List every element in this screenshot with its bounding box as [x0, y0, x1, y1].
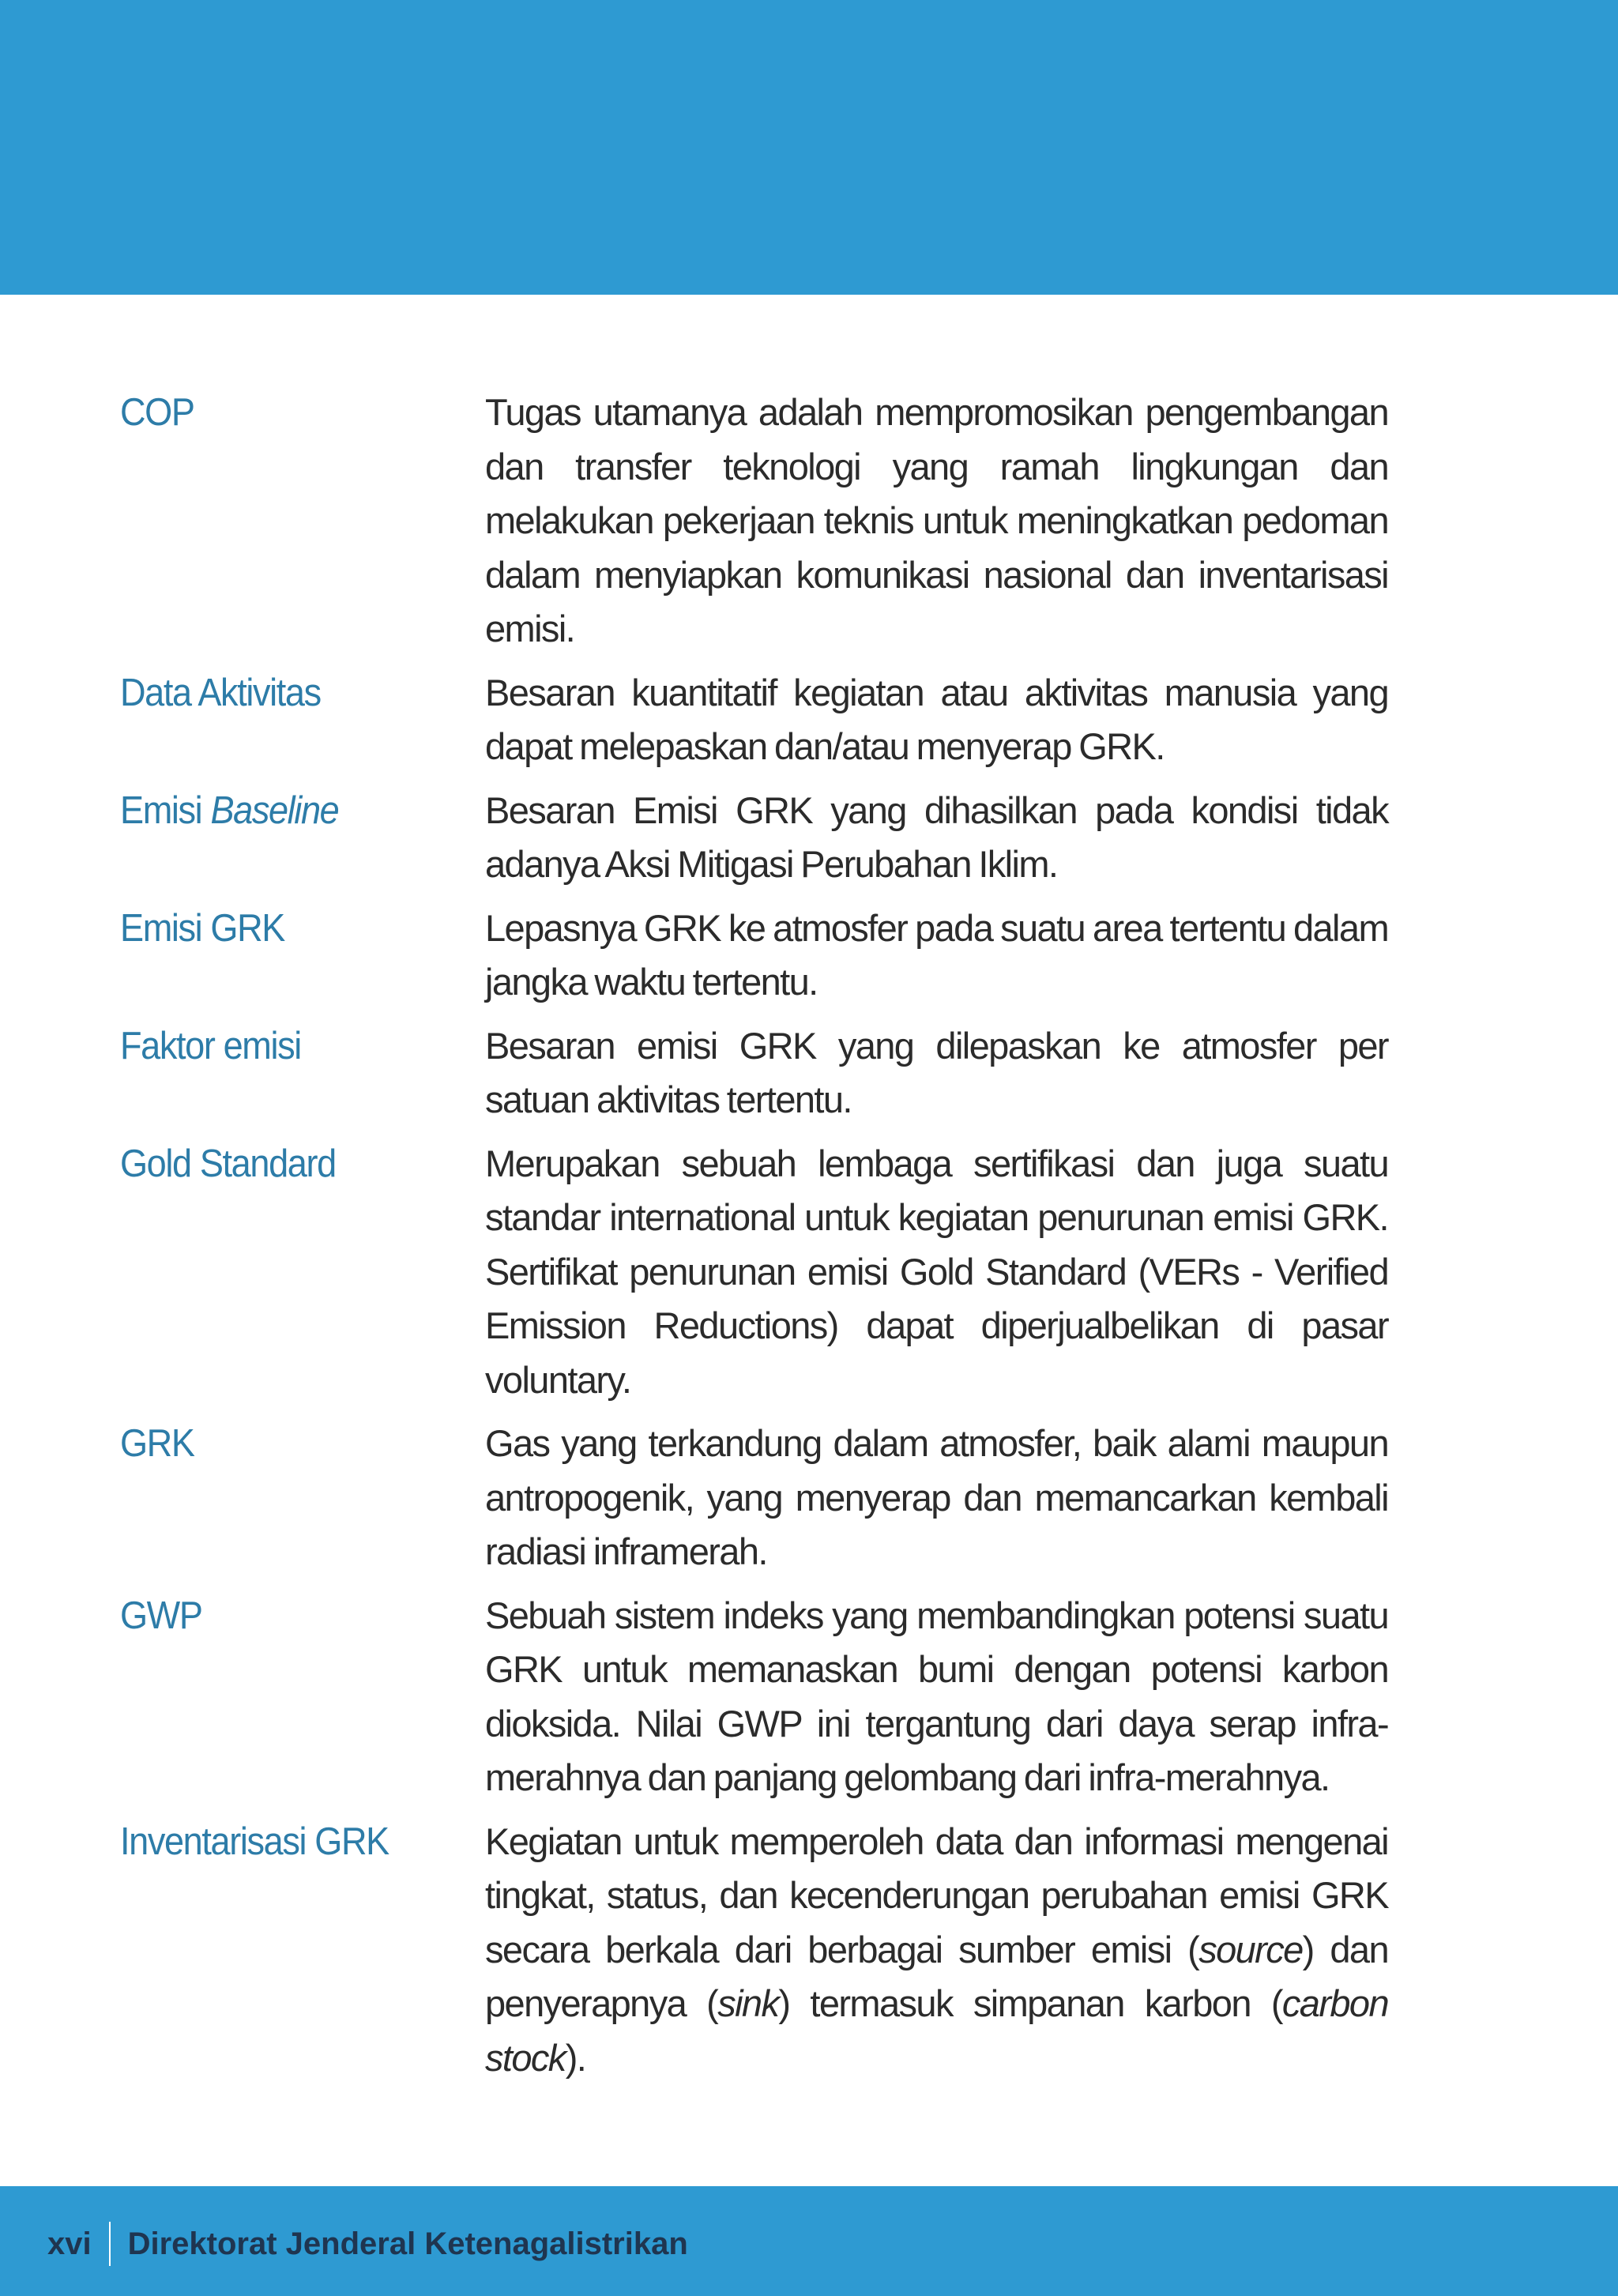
definition-text: ) dan penyerapnya ( [485, 1928, 1388, 2024]
glossary-definition: Sebuah sistem indeks yang membandingkan potensi suatu GRK untuk memanaskan bumi dengan potensi karbon dioksida. Nilai GWP ini tergantung dari daya serap infra-merahnya dan panjang gelombang dari infra-merahnya. [485, 1594, 1388, 1798]
glossary-entry [120, 784, 1388, 892]
definition-text: ). [565, 2036, 586, 2079]
glossary-term: GRK [120, 1422, 194, 1465]
glossary-definition: Tugas utamanya adalah mempromosikan pengembangan dan transfer teknologi yang ramah lingkungan dan melakukan pekerjaan teknis untuk meningkatkan pedoman dalam menyiapkan komunikasi nasional dan inventarisasi emisi. [485, 391, 1388, 649]
header-band [0, 0, 1618, 295]
glossary-term: Gold Standard [120, 1142, 336, 1185]
glossary-definition: Besaran emisi GRK yang dilepaskan ke atmosfer per satuan aktivitas tertentu. [485, 1024, 1388, 1120]
glossary-term: Faktor emisi [120, 1024, 301, 1067]
glossary-term-italic: Baseline [210, 789, 339, 832]
page-number: xvi [47, 2226, 92, 2261]
glossary-term [120, 784, 456, 837]
glossary-term: Inventarisasi GRK [120, 1820, 389, 1863]
glossary-term-plain: Emisi [120, 789, 211, 832]
glossary-entry [120, 666, 1388, 774]
definition-italic: carbon stock [485, 1982, 1388, 2079]
definition-italic: sink [717, 1982, 779, 2024]
page-footer [47, 2220, 688, 2268]
glossary-term: GWP [120, 1594, 202, 1637]
glossary-entry [120, 1019, 1388, 1127]
glossary-entry [120, 1417, 1388, 1579]
glossary-entry [120, 1137, 1388, 1408]
glossary-list [120, 386, 1388, 2095]
glossary-definition [485, 1815, 1388, 2086]
glossary-entry [120, 1589, 1388, 1805]
glossary-term: COP [120, 391, 194, 434]
glossary-entry [120, 1815, 1388, 2086]
footer-divider [109, 2222, 111, 2266]
glossary-definition: Besaran kuantitatif kegiatan atau aktivitas manusia yang dapat melepaskan dan/atau menyerap GRK. [485, 671, 1388, 767]
glossary-term: Data Aktivitas [120, 671, 321, 714]
footer-organization: Direktorat Jenderal Ketenagalistrikan [127, 2226, 688, 2261]
glossary-entry [120, 386, 1388, 657]
glossary-entry [120, 901, 1388, 1010]
glossary-definition: Merupakan sebuah lembaga sertifikasi dan juga suatu standar international untuk kegiatan penurunan emisi GRK. Sertifikat penurunan emisi Gold Standard (VERs - Verified Emission Reductions) dapat diperjualbelikan di pasar voluntary. [485, 1142, 1388, 1401]
glossary-definition: Lepasnya GRK ke atmosfer pada suatu area tertentu dalam jangka waktu tertentu. [485, 906, 1388, 1003]
glossary-term: Emisi GRK [120, 906, 284, 950]
definition-text: Kegiatan untuk memperoleh data dan informasi mengenai tingkat, status, dan kecenderungan perubahan emisi GRK secara berkala dari berbagai sumber emisi ( [485, 1820, 1388, 1970]
definition-text: ) termasuk simpanan karbon ( [778, 1982, 1282, 2024]
glossary-definition: Gas yang terkandung dalam atmosfer, baik alami maupun antropogenik, yang menyerap dan memancarkan kembali radiasi inframerah. [485, 1422, 1388, 1572]
glossary-definition: Besaran Emisi GRK yang dihasilkan pada kondisi tidak adanya Aksi Mitigasi Perubahan Iklim. [485, 789, 1388, 885]
definition-italic: source [1198, 1928, 1303, 1970]
